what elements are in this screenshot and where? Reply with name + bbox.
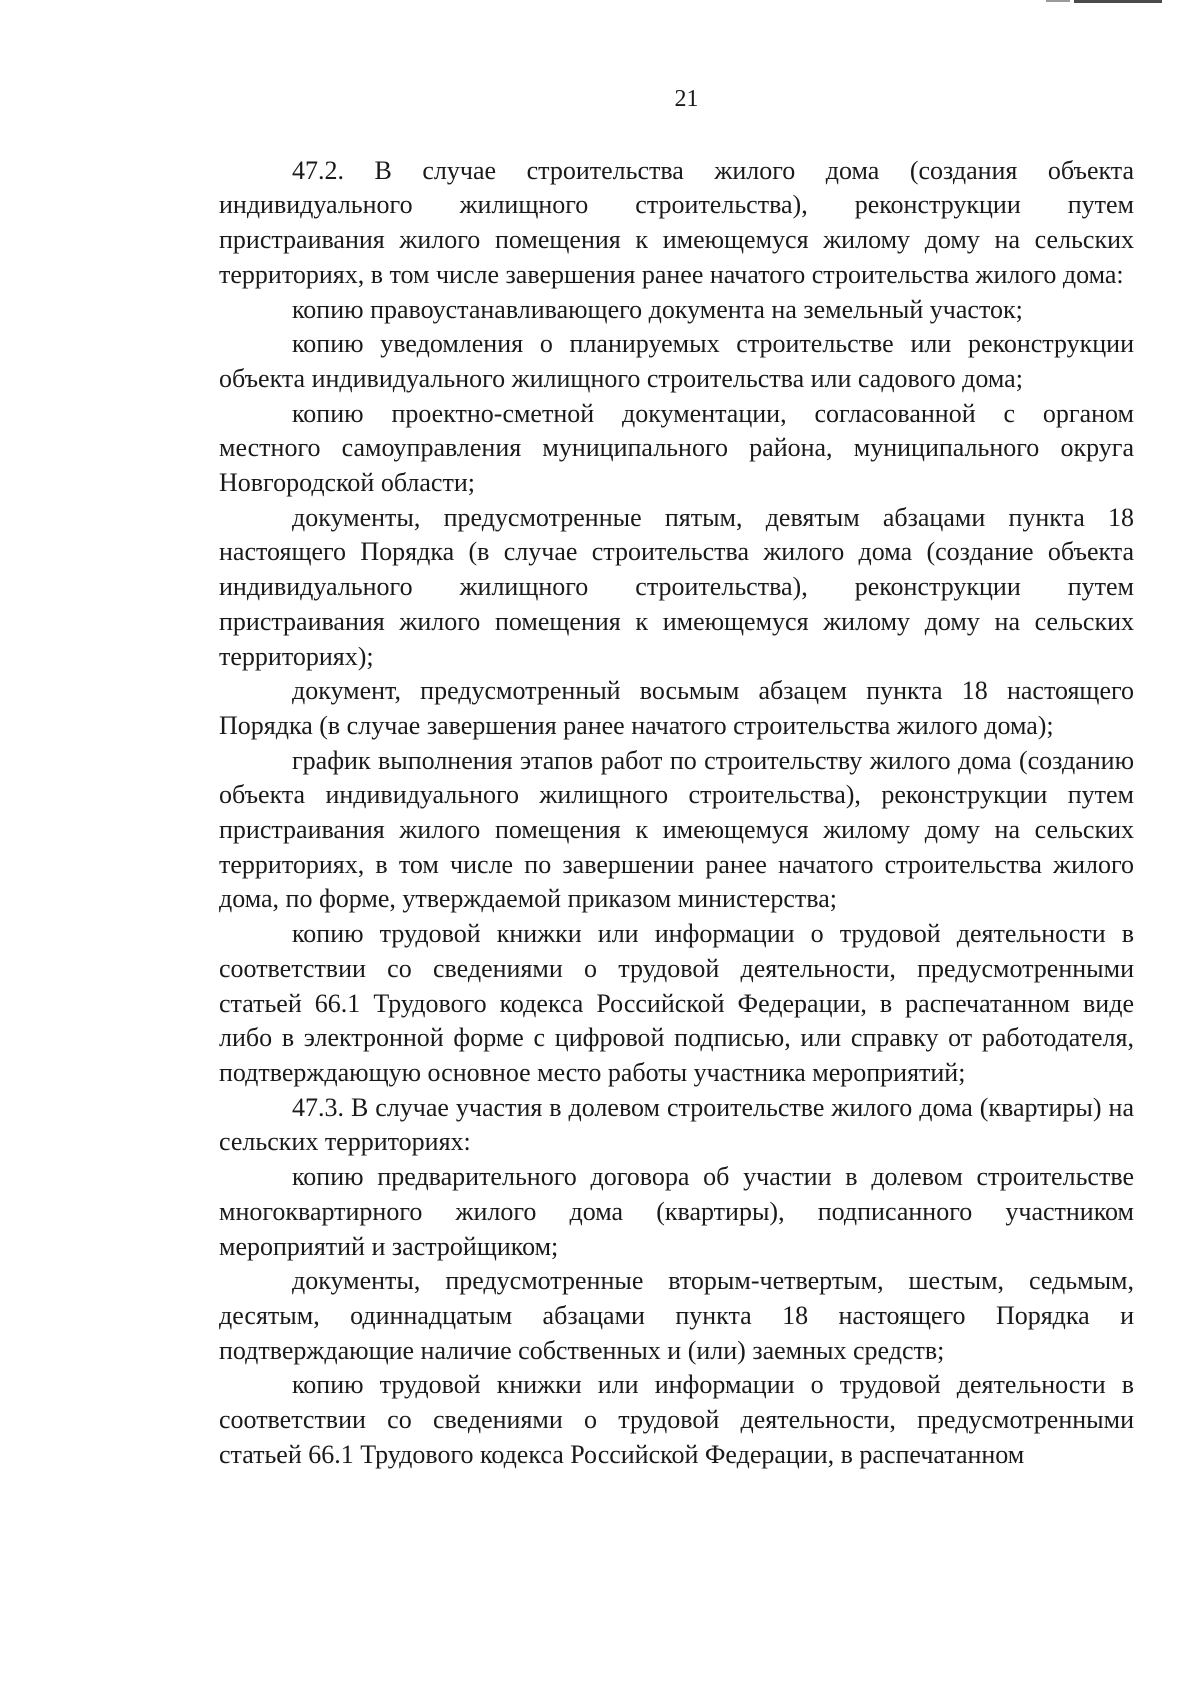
paragraph: копию трудовой книжки или информации о трудовой деятельности в соответствии со сведениями о трудовой деятельности, предусмотренными статьей 66.1 Трудового кодекса Российской Федерации, в распечатанном виде либо в электронной форме с цифровой подписью, или справку от работодателя, подтверждающую основное место работы участника мероприятий;: [219, 919, 1134, 1087]
paragraph: график выполнения этапов работ по строительству жилого дома (созданию объекта индивидуального жилищного строительства), реконструкции путем пристраивания жилого помещения к имеющемуся жилому дому на сельских территориях, в том числе по завершении ранее начатого строительства жилого дома, по форме, утверждаемой приказом министерства;: [219, 745, 1134, 914]
paragraph: копию уведомления о планируемых строительстве или реконструкции объекта индивидуального жилищного строительства или садового дома;: [219, 329, 1134, 393]
paragraph: документы, предусмотренные пятым, девятым абзацами пункта 18 настоящего Порядка (в случае строительства жилого дома (создание объекта индивидуального жилищного строительства), реконструкции путем пристраивания жилого помещения к имеющемуся жилому дому на сельских территориях);: [219, 502, 1134, 671]
paragraph: документ, предусмотренный восьмым абзацем пункта 18 настоящего Порядка (в случае завершения ранее начатого строительства жилого дома);: [219, 676, 1134, 740]
paragraph-47-3: 47.3. В случае участия в долевом строительстве жилого дома (квартиры) на сельских территориях:: [219, 1092, 1134, 1157]
paragraph: копию проектно-сметной документации, согласованной с органом местного самоуправления муниципального района, муниципального округа Новгородской области;: [219, 398, 1134, 498]
paragraph: документы, предусмотренные вторым-четвертым, шестым, седьмым, десятым, одиннадцатым абзацами пункта 18 настоящего Порядка и подтверждающие наличие собственных и (или) заемных средств;: [219, 1266, 1134, 1365]
paragraph-47-2: 47.2. В случае строительства жилого дома (создания объекта индивидуального жилищного строительства), реконструкции путем пристраивания жилого помещения к имеющемуся жилому дому на сельских территориях, в том числе завершения ранее начатого строительства жилого дома:: [219, 155, 1134, 289]
document-page: [219, 82, 1134, 1472]
page-number: 21: [674, 86, 699, 112]
paragraph: копию правоустанавливающего документа на земельный участок;: [292, 294, 1023, 324]
scan-edge-mark: [1074, 0, 1162, 3]
paragraph: копию предварительного договора об участии в долевом строительстве многоквартирного жилого дома (квартиры), подписанного участником мероприятий и застройщиком;: [219, 1162, 1134, 1261]
paragraph: копию трудовой книжки или информации о трудовой деятельности в соответствии со сведениями о трудовой деятельности, предусмотренными статьей 66.1 Трудового кодекса Российской Федерации, в распечатанном: [219, 1370, 1134, 1469]
